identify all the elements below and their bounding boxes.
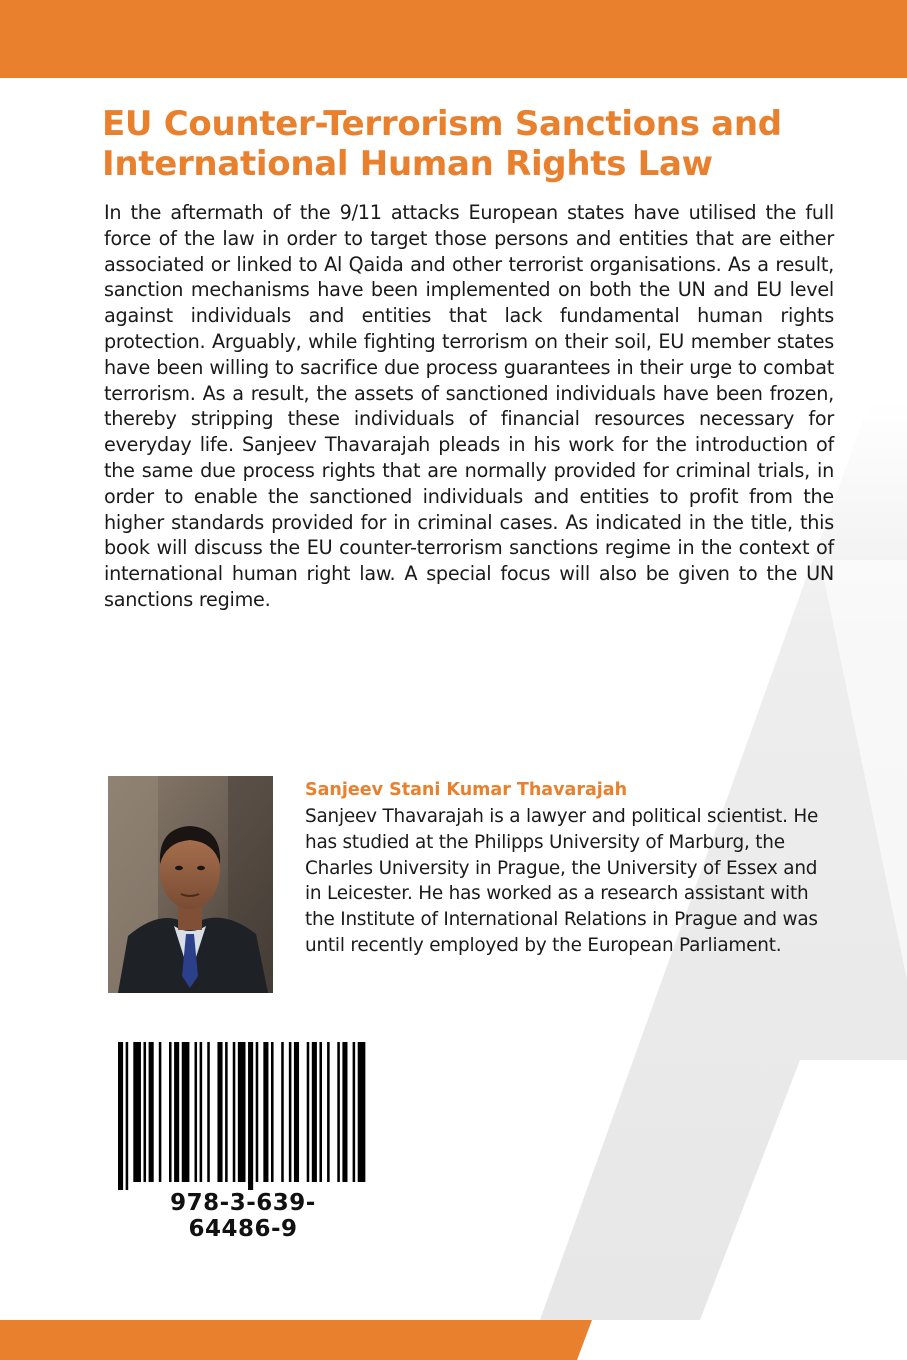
barcode-bar: [126, 1042, 129, 1190]
barcode-bar: [207, 1042, 210, 1182]
barcode-bar: [174, 1042, 179, 1182]
barcode-bar: [289, 1042, 292, 1182]
barcode-bar: [307, 1042, 310, 1182]
barcode-bar: [294, 1042, 299, 1182]
barcode-bar: [248, 1042, 253, 1190]
barcode-bar: [353, 1042, 356, 1182]
barcode-bar: [149, 1042, 154, 1182]
author-photo: [108, 776, 273, 993]
barcode-bar: [217, 1042, 222, 1182]
barcode-bar: [182, 1042, 190, 1182]
barcode-bar: [342, 1042, 347, 1182]
barcode-bar: [225, 1042, 228, 1182]
barcode-bar: [271, 1042, 274, 1182]
barcode-bar: [358, 1042, 366, 1182]
barcode-bar: [281, 1042, 284, 1182]
barcode-icon: [108, 1030, 370, 1190]
top-accent-bar: [0, 0, 907, 78]
barcode-bar: [133, 1042, 141, 1182]
barcode-bar: [263, 1042, 268, 1182]
barcode-bar: [200, 1042, 203, 1182]
author-bio: Sanjeev Thavarajah is a lawyer and political scientist. He has studied at the Philipps University of Marburg, the Charles University in Prague, the University of Essex and in Leicester. He has worked as a research assistant with the Institute of International Relations in Prague and was until recently employed by the European Parliament.: [305, 806, 819, 956]
barcode-bar: [256, 1042, 259, 1182]
barcode-bar: [233, 1042, 236, 1182]
barcode-bar: [312, 1042, 317, 1182]
barcode-bar: [319, 1042, 322, 1182]
barcode-bar: [144, 1042, 147, 1182]
barcode-bar: [159, 1042, 162, 1182]
barcode-bar: [195, 1042, 198, 1182]
barcode-bar: [327, 1042, 330, 1182]
barcode-bar: [169, 1042, 172, 1182]
book-title: EU Counter-Terrorism Sanctions and International Human Rights Law: [102, 104, 782, 184]
author-portrait-icon: [108, 776, 273, 993]
barcode-bar: [118, 1042, 123, 1190]
bottom-accent-bar: [0, 1320, 907, 1360]
book-description: In the aftermath of the 9/11 attacks European states have utilised the full force of the law in order to target those persons and entities that are either associated or linked to Al Qaida and other terrorist organisations. As a result, sanction mechanisms have been implemented on both the UN and EU level against individuals and entities that lack fundamental human rights protection. Arguably, while fighting terrorism on their soil, EU member states have been willing to sacrifice due process guarantees in their urge to combat terrorism. As a result, the assets of sanctioned individuals have been frozen, thereby stripping these individuals of financial resources necessary for everyday life. Sanjeev Thavarajah pleads in his work for the introduction of the same due process rights that are normally provided for criminal trials, in order to enable the sanctioned individuals and entities to profit from the higher standards provided for in criminal cases. As indicated in the title, this book will discuss the EU counter-terrorism sanctions regime in the context of international human right law. A special focus will also be given to the UN sanctions regime.: [104, 201, 834, 611]
barcode-bar: [238, 1042, 246, 1182]
barcode-bar: [337, 1042, 340, 1182]
isbn-number: 978-3-639-64486-9: [170, 1190, 316, 1242]
author-name: Sanjeev Stani Kumar Thavarajah: [305, 780, 628, 800]
